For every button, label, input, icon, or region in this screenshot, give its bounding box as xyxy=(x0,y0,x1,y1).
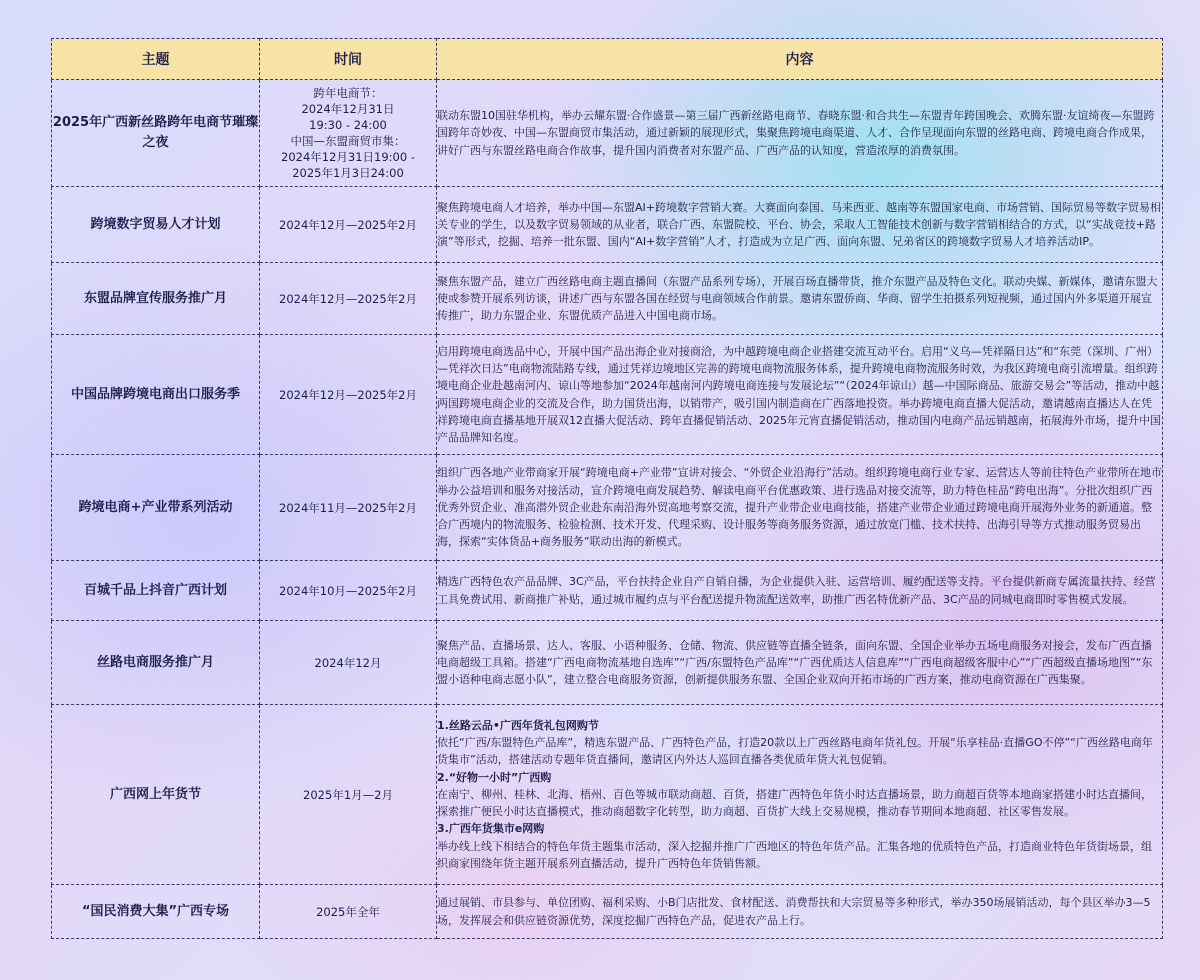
section-text: 举办线上线下相结合的特色年货主题集市活动，深入挖掘并推广广西地区的特色年货产品。汇集各地的优质特色产品，打造商业特色年货街场景，组织商家围绕年货主题开展系列直播活动，提升广西特色年货销售额。 xyxy=(437,839,1152,870)
row-content: 聚焦跨境电商人才培养，举办中国—东盟AI+跨境数字营销大赛。大赛面向泰国、马来西亚、越南等东盟国家电商、市场营销、国际贸易等数字贸易相关专业的学生，以及数字贸易领域的从业者，联合广西、东盟院校、平台、协会，采取人工智能技术创新与数字营销相结合的方式，以“实战竞技+路演”等形式，挖掘、培养一批东盟、国内“AI+数字营销”人才，打造成为立足广西、面向东盟、兄弟省区的跨境数字贸易人才培养活动IP。 xyxy=(437,187,1163,263)
row-time: 2024年12月—2025年2月 xyxy=(260,335,437,455)
row-time: 2025年全年 xyxy=(260,885,437,939)
table-row xyxy=(52,455,1163,561)
row-time: 2024年12月—2025年2月 xyxy=(260,187,437,263)
time-line: 19:30 - 24:00 xyxy=(309,118,387,132)
row-content: 聚焦东盟产品，建立广西丝路电商主题直播间（东盟产品系列专场），开展百场直播带货，推介东盟产品及特色文化。联动央媒、新媒体，邀请东盟大使或参赞开展系列访谈，讲述广西与东盟各国在经贸与电商领域合作前景。邀请东盟侨商、华商、留学生拍摄系列短视频，通过国内外多渠道开展宣传推广，助力东盟企业、东盟优质产品进入中国电商市场。 xyxy=(437,263,1163,335)
row-content xyxy=(437,705,1163,885)
row-topic: 东盟品牌宣传服务推广月 xyxy=(52,263,260,335)
table-row xyxy=(52,187,1163,263)
time-line: 中国—东盟商贸市集： xyxy=(290,134,406,148)
table-row xyxy=(52,80,1163,187)
row-time: 2024年10月—2025年2月 xyxy=(260,561,437,621)
row-content: 通过展销、市县参与、单位团购、福利采购、小B门店批发、食材配送、消费帮扶和大宗贸易等多种形式，举办350场展销活动，每个县区举办3—5场，发挥展会和供应链资源优势，深度挖掘广西特色产品，促进农产品上行。 xyxy=(437,885,1163,939)
row-content: 联动东盟10国驻华机构，举办云耀东盟·合作盛景—第三届广西新丝路电商节、春晓东盟·和合共生—东盟青年跨国晚会、欢腾东盟·友谊绮夜—东盟跨国跨年奇妙夜、中国—东盟商贸市集活动，通过新颖的展现形式，集聚焦跨境电商渠道、人才、合作呈现面向东盟的丝路电商、跨境电商合作成果，讲好广西与东盟丝路电商合作故事，提升国内消费者对东盟产品、广西产品的认知度，营造浓厚的消费氛围。 xyxy=(437,80,1163,187)
row-topic: 跨境数字贸易人才计划 xyxy=(52,187,260,263)
table-header-row xyxy=(52,39,1163,80)
header-topic: 主题 xyxy=(52,39,260,80)
section-title: 2.“好物一小时”广西购 xyxy=(437,770,552,784)
table-row xyxy=(52,561,1163,621)
time-line: 2024年12月31日19:00 - xyxy=(281,150,415,164)
table-row xyxy=(52,263,1163,335)
row-topic: “国民消费大集”广西专场 xyxy=(52,885,260,939)
row-content: 组织广西各地产业带商家开展“跨境电商+产业带”宣讲对接会、“外贸企业沿海行”活动。组织跨境电商行业专家、运营达人等前往特色产业带所在地市举办公益培训和服务对接活动，宣介跨境电商发展趋势、解读电商平台优惠政策、进行选品对接交流等，助力特色桂品“跨电出海”。分批次组织广西优秀外贸企业、准高潜外贸企业赴东南沿海外贸高地考察交流，提升产业带企业电商技能，搭建产业带企业通过跨境电商开展海外业务的新通道。整合广西境内的物流服务、检验检测、技术开发、代理采购、设计服务等商务服务资源，通过放宽门槛、技术扶持、出海引导等方式推动服务贸易出海，探索“实体货品+商务服务”联动出海的新模式。 xyxy=(437,455,1163,561)
row-content: 精选广西特色农产品品牌、3C产品，平台扶持企业自产自销自播，为企业提供入驻、运营培训、履约配送等支持。平台提供新商专属流量扶持、经营工具免费试用、新商推广补贴，通过城市履约点与平台配送提升物流配送效率，助推广西名特优新产品、3C产品的同城电商即时零售模式发展。 xyxy=(437,561,1163,621)
row-time: 2025年1月—2月 xyxy=(260,705,437,885)
row-topic: 百城千品上抖音广西计划 xyxy=(52,561,260,621)
row-time: 2024年12月—2025年2月 xyxy=(260,263,437,335)
table-row xyxy=(52,335,1163,455)
row-topic: 中国品牌跨境电商出口服务季 xyxy=(52,335,260,455)
table-row xyxy=(52,705,1163,885)
section-text: 在南宁、柳州、桂林、北海、梧州、百色等城市联动商超、百货，搭建广西特色年货小时达直播场景，助力商超百货等本地商家搭建小时达直播间，探索推广便民小时达直播模式，推动商超数字化转型，助力商超、百货扩大线上交易规模，推动春节期间本地商超、社区零售发展。 xyxy=(437,787,1152,819)
row-topic: 2025年广西新丝路跨年电商节璀璨之夜 xyxy=(52,80,260,187)
table-row xyxy=(52,885,1163,939)
time-line: 跨年电商节： xyxy=(313,86,383,100)
time-line: 2025年1月3日24:00 xyxy=(292,166,404,180)
row-time xyxy=(260,80,437,187)
row-content: 启用跨境电商选品中心，开展中国产品出海企业对接商洽，为中越跨境电商企业搭建交流互动平台。启用“义乌—凭祥隔日达”和“东莞（深圳、广州）—凭祥次日达”电商物流陆路专线，通过凭祥边境地区完善的跨境电商物流服务体系，提升跨境电商物流服务时效，为我区跨境电商引流增量。组织跨境电商企业赴越南河内、谅山等地参加“2024年越南河内跨境电商连接与发展论坛”“（2024年谅山）越—中国际商品、旅游交易会”等活动，推动中越两国跨境电商企业的交流及合作，助力国货出海，以销带产，吸引国内制造商在广西落地投资。举办跨境电商直播大促活动，邀请越南直播达人在凭祥跨境电商直播基地开展双12直播大促活动、跨年直播促销活动、2025年元宵直播促销活动，推动国内电商产品远销越南，拓展海外市场，提升中国产品品牌知名度。 xyxy=(437,335,1163,455)
section-title: 3.广西年货集市e网购 xyxy=(437,822,545,836)
section-text: 依托“广西/东盟特色产品库”，精选东盟产品、广西特色产品，打造20款以上广西丝路电商年货礼包。开展“乐享桂品·直播GO不停”“广西丝路电商年货集市”活动，搭建活动专题年货直播间，邀请区内外达人巡回直播各类优质年货大礼包促销。 xyxy=(437,736,1153,767)
row-time: 2024年12月 xyxy=(260,621,437,705)
row-topic: 广西网上年货节 xyxy=(52,705,260,885)
header-time: 时间 xyxy=(260,39,437,80)
row-time: 2024年11月—2025年2月 xyxy=(260,455,437,561)
time-line: 2024年12月31日 xyxy=(301,102,395,116)
row-content: 聚焦产品、直播场景、达人、客服、小语种服务、仓储、物流、供应链等直播全链条，面向东盟、全国企业举办五场电商服务对接会，发布广西直播电商超级工具箱。搭建“广西电商物流基地自选库”“广西/东盟特色产品库”“广西优质达人信息库”“广西电商超级客服中心”“广西超级直播场地图”“东盟小语种电商志愿小队”，建立整合电商服务资源，创新提供服务东盟、全国企业双向开拓市场的广西方案，推动电商资源在广西集聚。 xyxy=(437,621,1163,705)
header-content: 内容 xyxy=(437,39,1163,80)
table-row xyxy=(52,621,1163,705)
section-title: 1.丝路云品•广西年货礼包网购节 xyxy=(437,719,599,733)
row-topic: 跨境电商+产业带系列活动 xyxy=(52,455,260,561)
row-topic: 丝路电商服务推广月 xyxy=(52,621,260,705)
activity-table xyxy=(51,38,1163,939)
